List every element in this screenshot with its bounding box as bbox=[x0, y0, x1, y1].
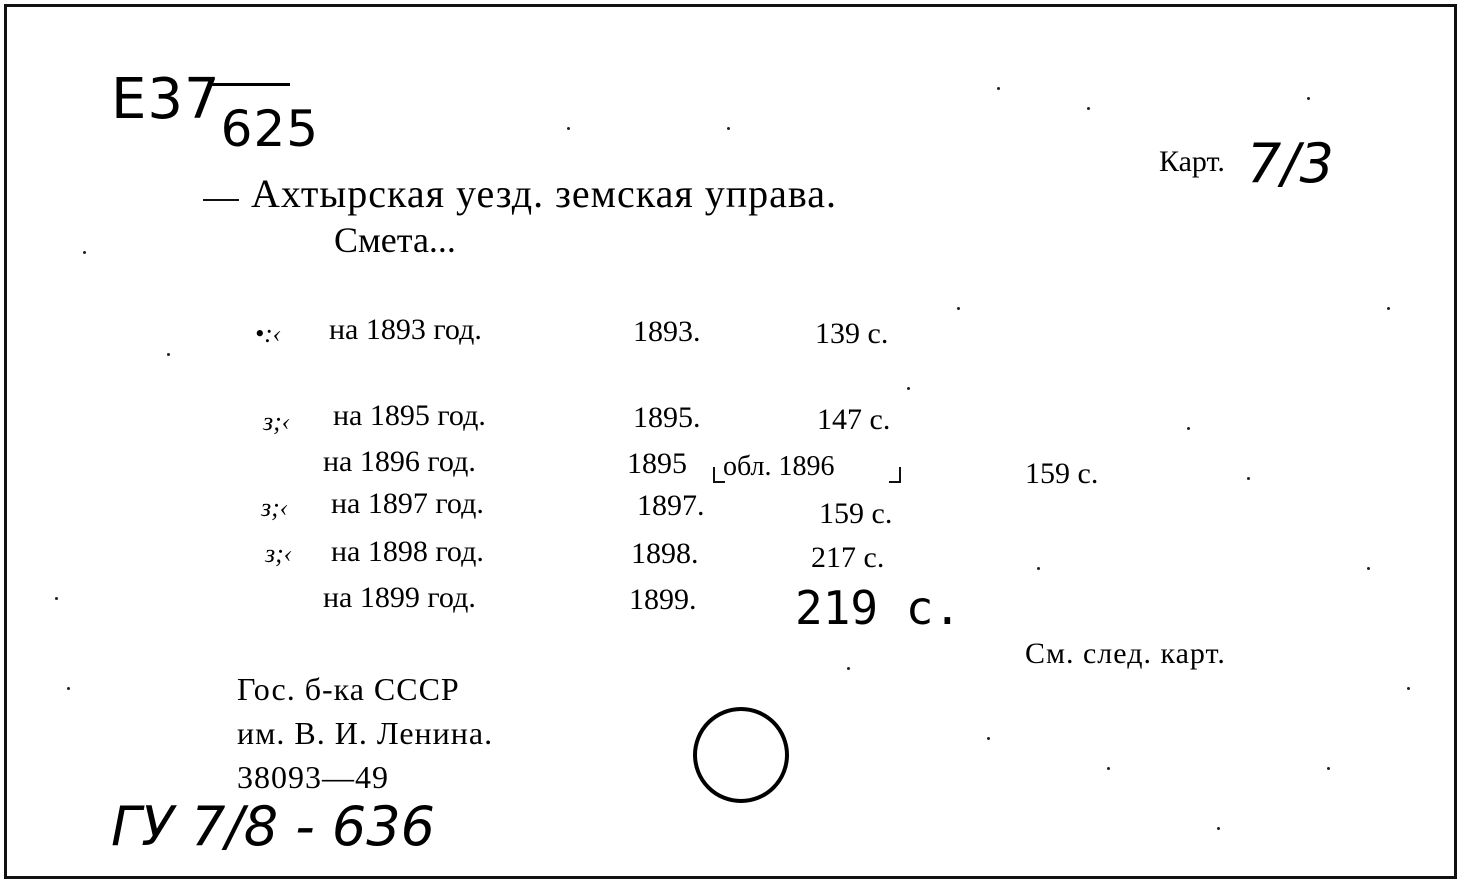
catalog-card bbox=[4, 4, 1457, 879]
row-year: 1895 bbox=[627, 447, 687, 480]
card-number: 7/3 bbox=[1247, 132, 1334, 195]
speck bbox=[957, 307, 960, 310]
row-label: на 1897 год. bbox=[331, 487, 484, 520]
next-card-note: См. след. карт. bbox=[1025, 637, 1226, 670]
speck bbox=[55, 597, 58, 600]
row-label: на 1895 год. bbox=[333, 399, 486, 432]
row-pages: 147 с. bbox=[817, 403, 891, 436]
call-number-main: E37 bbox=[111, 67, 221, 132]
row-label: на 1899 год. bbox=[323, 581, 476, 614]
card-label: Карт. bbox=[1159, 145, 1225, 178]
speck bbox=[1367, 567, 1370, 570]
speck bbox=[83, 251, 86, 254]
speck bbox=[907, 387, 910, 390]
document-title: Смета... bbox=[334, 220, 456, 260]
row-year: 1897. bbox=[637, 489, 705, 522]
row-pages-stamped: 219 с. bbox=[795, 581, 962, 635]
row-pages: 159 с. bbox=[1025, 457, 1099, 490]
speck bbox=[167, 353, 170, 356]
call-number bbox=[111, 67, 320, 158]
row-year: 1898. bbox=[631, 537, 699, 570]
stamp-line: Гос. б-ка СССР bbox=[237, 671, 460, 707]
row-label: на 1896 год. bbox=[323, 445, 476, 478]
speck bbox=[1387, 307, 1390, 310]
stamp-line: 38093—49 bbox=[237, 759, 389, 795]
row-cover-year: обл. 1896 bbox=[723, 451, 835, 482]
speck bbox=[1327, 767, 1330, 770]
row-label: на 1898 год. bbox=[331, 535, 484, 568]
speck bbox=[1407, 687, 1410, 690]
row-mark: з;‹ bbox=[263, 407, 291, 436]
speck bbox=[847, 667, 850, 670]
speck bbox=[567, 127, 570, 130]
institution-heading: Ахтырская уезд. земская управа. bbox=[251, 171, 837, 216]
bracket-right bbox=[889, 467, 901, 483]
row-label: на 1893 год. bbox=[329, 313, 482, 346]
row-pages: 139 с. bbox=[815, 317, 889, 350]
speck bbox=[1217, 827, 1220, 830]
speck bbox=[1107, 767, 1110, 770]
speck bbox=[1087, 107, 1090, 110]
row-pages: 217 с. bbox=[811, 541, 885, 574]
row-pages: 159 с. bbox=[819, 497, 893, 530]
punch-hole-circle bbox=[693, 707, 789, 803]
speck bbox=[987, 737, 990, 740]
speck bbox=[727, 127, 730, 130]
row-mark: •:‹ bbox=[255, 319, 282, 348]
speck bbox=[67, 687, 70, 690]
speck bbox=[1247, 477, 1250, 480]
call-number-sub: 625 bbox=[220, 100, 320, 158]
row-year: 1893. bbox=[633, 315, 701, 348]
call-number-overline bbox=[212, 83, 290, 86]
row-mark: з;‹ bbox=[261, 493, 289, 522]
stamp-line: им. В. И. Ленина. bbox=[237, 715, 494, 751]
row-year: 1895. bbox=[633, 401, 701, 434]
speck bbox=[1187, 427, 1190, 430]
heading-dash bbox=[203, 199, 239, 201]
row-mark: з;‹ bbox=[265, 539, 293, 568]
handwritten-shelfmark: ГУ 7/8 - 636 bbox=[111, 795, 435, 858]
speck bbox=[1307, 97, 1310, 100]
row-year: 1899. bbox=[629, 583, 697, 616]
library-stamp bbox=[237, 667, 493, 799]
speck bbox=[1037, 567, 1040, 570]
speck bbox=[997, 87, 1000, 90]
